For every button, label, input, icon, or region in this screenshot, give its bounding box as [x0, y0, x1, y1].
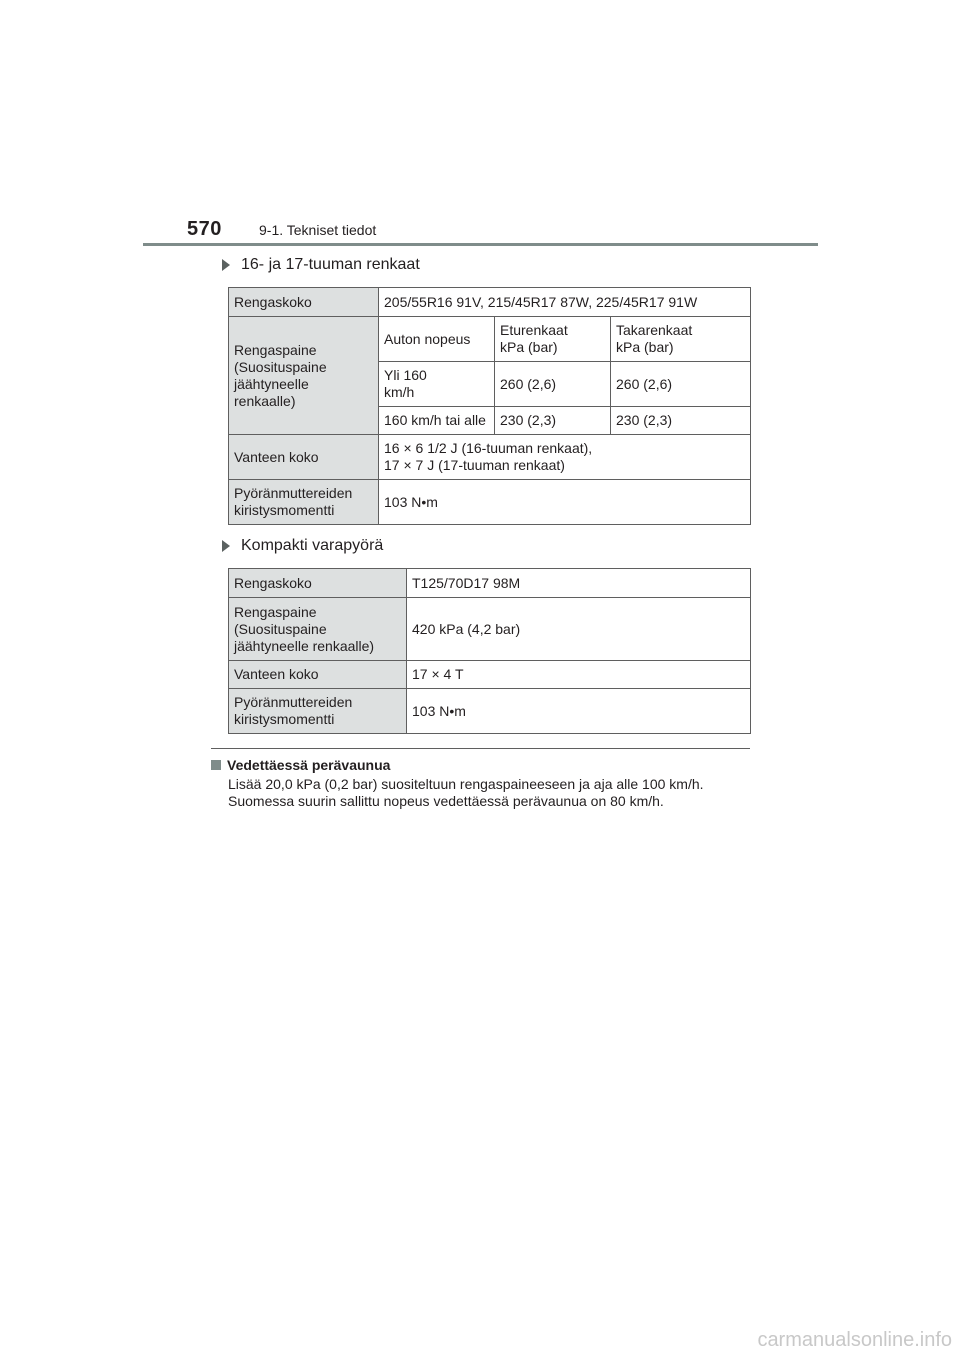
front-pressure-cell: 230 (2,3)	[495, 407, 611, 435]
triangle-bullet-icon	[222, 540, 230, 552]
speed-cell: 160 km/h tai alle	[379, 407, 495, 435]
torque-value: 103 N•m	[407, 689, 751, 734]
torque-label: Pyöränmuttereiden kiristysmomentti	[229, 689, 407, 734]
subheading-text: 16- ja 17-tuuman renkaat	[241, 256, 420, 273]
rim-size-value: 16 × 6 1/2 J (16-tuuman renkaat), 17 × 7 J (17-tuuman renkaat)	[379, 435, 751, 480]
watermark: carmanualsonline.info	[757, 1329, 952, 1351]
triangle-bullet-icon	[222, 259, 230, 271]
tire-spec-table-compact-spare	[228, 568, 751, 734]
page-number: 570	[187, 218, 222, 240]
subheading-16-17	[222, 256, 420, 274]
tire-size-label: Rengaskoko	[229, 569, 407, 598]
header-rule	[143, 243, 818, 246]
col-header-rear: Takarenkaat kPa (bar)	[611, 317, 751, 362]
front-pressure-cell: 260 (2,6)	[495, 362, 611, 407]
rear-pressure-cell: 260 (2,6)	[611, 362, 751, 407]
speed-cell: Yli 160 km/h	[379, 362, 495, 407]
tire-size-value: 205/55R16 91V, 215/45R17 87W, 225/45R17 91W	[379, 288, 751, 317]
rim-size-label: Vanteen koko	[229, 661, 407, 689]
note-heading	[211, 757, 390, 773]
note-body: Lisää 20,0 kPa (0,2 bar) suositeltuun rengaspaineeseen ja aja alle 100 km/h. Suomessa suurin sallittu nopeus vedettäessä perävaunua on 80 km/h.	[228, 776, 704, 809]
torque-label: Pyöränmuttereiden kiristysmomentti	[229, 480, 379, 525]
tire-pressure-label: Rengaspaine (Suosituspaine jäähtyneelle renkaalle)	[229, 598, 407, 661]
col-header-speed: Auton nopeus	[379, 317, 495, 362]
tire-pressure-value: 420 kPa (4,2 bar)	[407, 598, 751, 661]
tire-size-label: Rengaskoko	[229, 288, 379, 317]
rim-size-label: Vanteen koko	[229, 435, 379, 480]
subheading-compact-spare	[222, 537, 383, 555]
torque-value: 103 N•m	[379, 480, 751, 525]
note-title-text: Vedettäessä perävaunua	[227, 757, 391, 773]
rear-pressure-cell: 230 (2,3)	[611, 407, 751, 435]
tire-spec-table-16-17	[228, 287, 751, 525]
note-rule	[211, 748, 750, 749]
section-title: 9-1. Tekniset tiedot	[259, 222, 377, 238]
tire-pressure-label: Rengaspaine (Suosituspaine jäähtyneelle renkaalle)	[229, 317, 379, 435]
tire-size-value: T125/70D17 98M	[407, 569, 751, 598]
subheading-text: Kompakti varapyörä	[241, 537, 384, 554]
rim-size-value: 17 × 4 T	[407, 661, 751, 689]
col-header-front: Eturenkaat kPa (bar)	[495, 317, 611, 362]
square-bullet-icon	[211, 760, 221, 770]
